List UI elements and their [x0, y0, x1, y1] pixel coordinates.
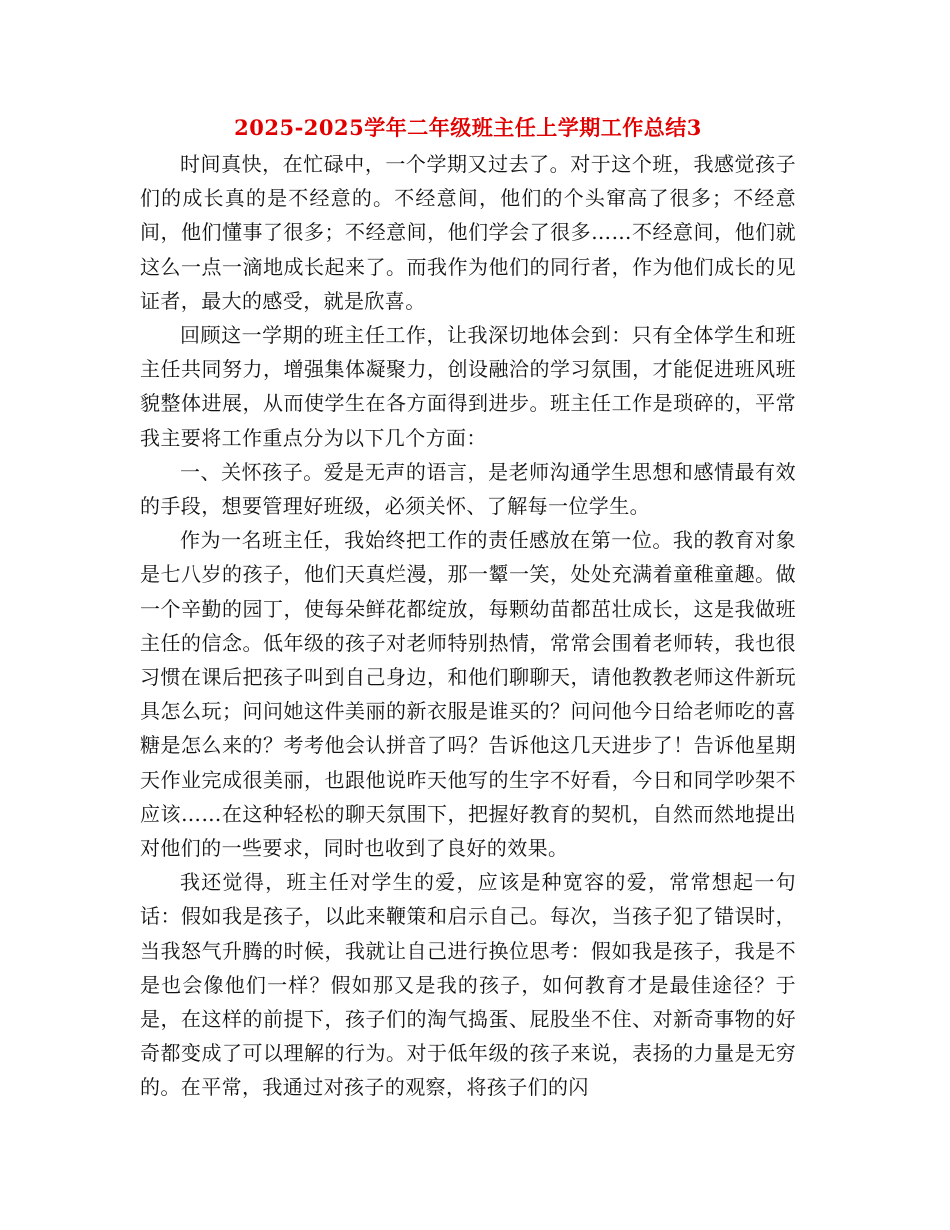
document-title: 2025-2025学年二年级班主任上学期工作总结3	[234, 115, 702, 140]
paragraph-review: 回顾这一学期的班主任工作，让我深切地体会到：只有全体学生和班主任共同努力，增强集体凝聚力，创设融洽的学习氛围，才能促进班风班貌整体进展，从而使学生在各方面得到进步。班主任工作是琐碎的，平常我主要将工作重点分为以下几个方面：	[140, 323, 796, 450]
document-body	[140, 147, 796, 1105]
paragraph-tolerance: 我还觉得，班主任对学生的爱，应该是种宽容的爱，常常想起一句话：假如我是孩子，以此来鞭策和启示自己。每次，当孩子犯了错误时，当我怒气升腾的时候，我就让自己进行换位思考：假如我是孩子，我是不是也会像他们一样？假如那又是我的孩子，如何教育才是最佳途径？于是，在这样的前提下，孩子们的淘气捣蛋、屁股坐不住、对新奇事物的好奇都变成了可以理解的行为。对于低年级的孩子来说，表扬的力量是无穷的。在平常，我通过对孩子的观察，将孩子们的闪	[140, 870, 796, 1100]
paragraph-care-heading: 一、关怀孩子。爱是无声的语言，是老师沟通学生思想和感情最有效的手段，想要管理好班级，必须关怀、了解每一位学生。	[140, 459, 796, 519]
paragraph-intro: 时间真快，在忙碌中，一个学期又过去了。对于这个班，我感觉孩子们的成长真的是不经意的。不经意间，他们的个头窜高了很多；不经意间，他们懂事了很多；不经意间，他们学会了很多……不经意间，他们就这么一点一滴地成长起来了。而我作为他们的同行者，作为他们成长的见证者，最大的感受，就是欣喜。	[140, 152, 796, 313]
paragraph-responsibility: 作为一名班主任，我始终把工作的责任感放在第一位。我的教育对象是七八岁的孩子，他们天真烂漫，那一颦一笑，处处充满着童稚童趣。做一个辛勤的园丁，使每朵鲜花都绽放，每颗幼苗都茁壮成长，这是我做班主任的信念。低年级的孩子对老师特别热情，常常会围着老师转，我也很习惯在课后把孩子叫到自己身边，和他们聊聊天，请他教教老师这件新玩具怎么玩；问问她这件美丽的新衣服是谁买的？问问他今日给老师吃的喜糖是怎么来的？考考他会认拼音了吗？告诉他这几天进步了！告诉他星期天作业完成很美丽，也跟他说昨天他写的生字不好看，今日和同学吵架不应该……在这种轻松的聊天氛围下，把握好教育的契机，自然而然地提出对他们的一些要求，同时也收到了良好的效果。	[140, 528, 796, 861]
